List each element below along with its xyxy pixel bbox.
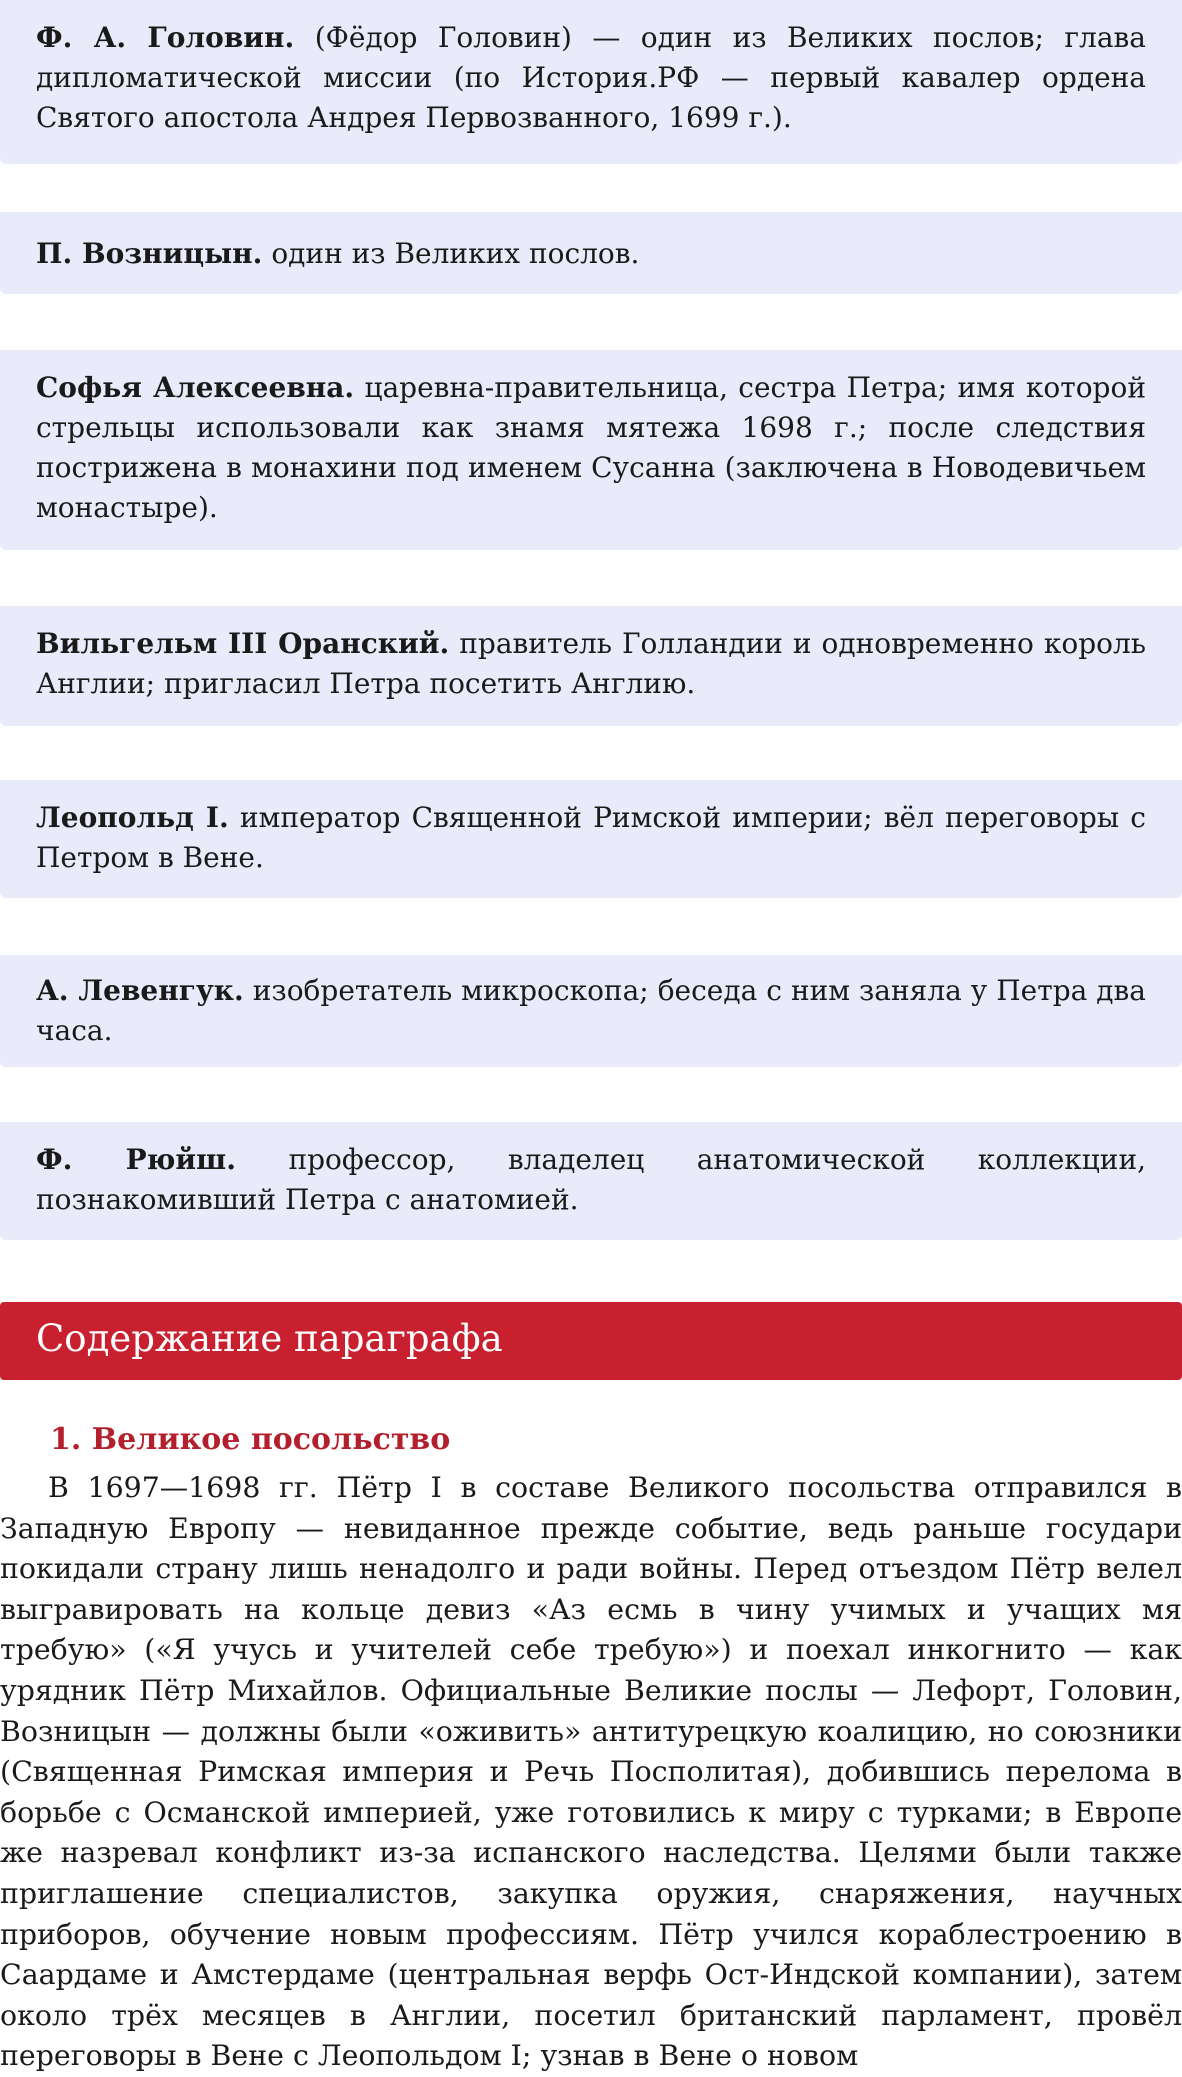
- person-name: А. Левенгук.: [36, 974, 244, 1007]
- person-description: (Фёдор Головин) — один из Великих послов; глава дипломатической миссии (по История.РФ — первый кавалер ордена Святого апостола Андрея Первозванного, 1699 г.).: [36, 21, 1146, 134]
- person-description: изобретатель микроскопа; беседа с ним заняла у Петра два часа.: [36, 974, 1146, 1047]
- person-card-sofya: [0, 350, 1182, 550]
- person-name: Ф. Рюйш.: [36, 1143, 236, 1176]
- person-description: император Священной Римской империи; вёл переговоры с Петром в Вене.: [36, 801, 1146, 874]
- person-name: Ф. А. Головин.: [36, 21, 295, 54]
- section-title-bar: Содержание параграфа: [0, 1302, 1182, 1380]
- person-description: правитель Голландии и одновременно король Англии; пригласил Петра посетить Англию.: [36, 627, 1147, 700]
- person-card-voznitsyn: [0, 212, 1182, 294]
- person-description: профессор, владелец анатомической коллекции, познакомивший Петра с анатомией.: [36, 1143, 1147, 1216]
- section-paragraph: В 1697—1698 гг. Пётр I в составе Великого посольства отправился в Западную Европу — невиданное прежде событие, ведь раньше государи покидали страну лишь ненадолго и ради войны. Перед отъездом Пётр велел выгравировать на кольце девиз «Аз есмь в чину учимых и учащих мя требую» («Я учусь и учителей себе требую») и поехал инкогнито — как урядник Пётр Михайлов. Официальные Великие послы — Лефорт, Головин, Возницын — должны были «оживить» антитурецкую коалицию, но союзники (Священная Римская империя и Речь Посполитая), добившись перелома в борьбе с Османской империей, уже готовились к миру с турками; в Европе же назревал конфликт из-за испанского наследства. Целями были также приглашение специалистов, закупка оружия, снаряжения, научных приборов, обучение новым профессиям. Пётр учился кораблестроению в Саардаме и Амстердаме (центральная верфь Ост-Индской компании), затем около трёх месяцев в Англии, посетил британский парламент, провёл переговоры в Вене с Леопольдом I; узнав в Вене о новом: [0, 1471, 1182, 2073]
- person-card-golovin: [0, 0, 1182, 164]
- person-name: Леопольд I.: [36, 801, 229, 834]
- section-subheading: 1. Великое посольство: [50, 1422, 451, 1457]
- person-name: Вильгельм III Оранский.: [36, 627, 450, 660]
- person-name: Софья Алексеевна.: [36, 371, 355, 404]
- person-description: царевна-правительница, сестра Петра; имя которой стрельцы использовали как знамя мятежа 1698 г.; после следствия пострижена в монахини под именем Сусанна (заключена в Новодевичьем монастыре).: [36, 371, 1147, 524]
- person-card-ruysch: [0, 1122, 1182, 1240]
- person-card-william: [0, 606, 1182, 726]
- person-card-leeuwenhoek: [0, 955, 1182, 1067]
- person-card-leopold: [0, 780, 1182, 898]
- person-description: один из Великих послов.: [271, 237, 640, 270]
- person-name: П. Возницын.: [36, 237, 263, 270]
